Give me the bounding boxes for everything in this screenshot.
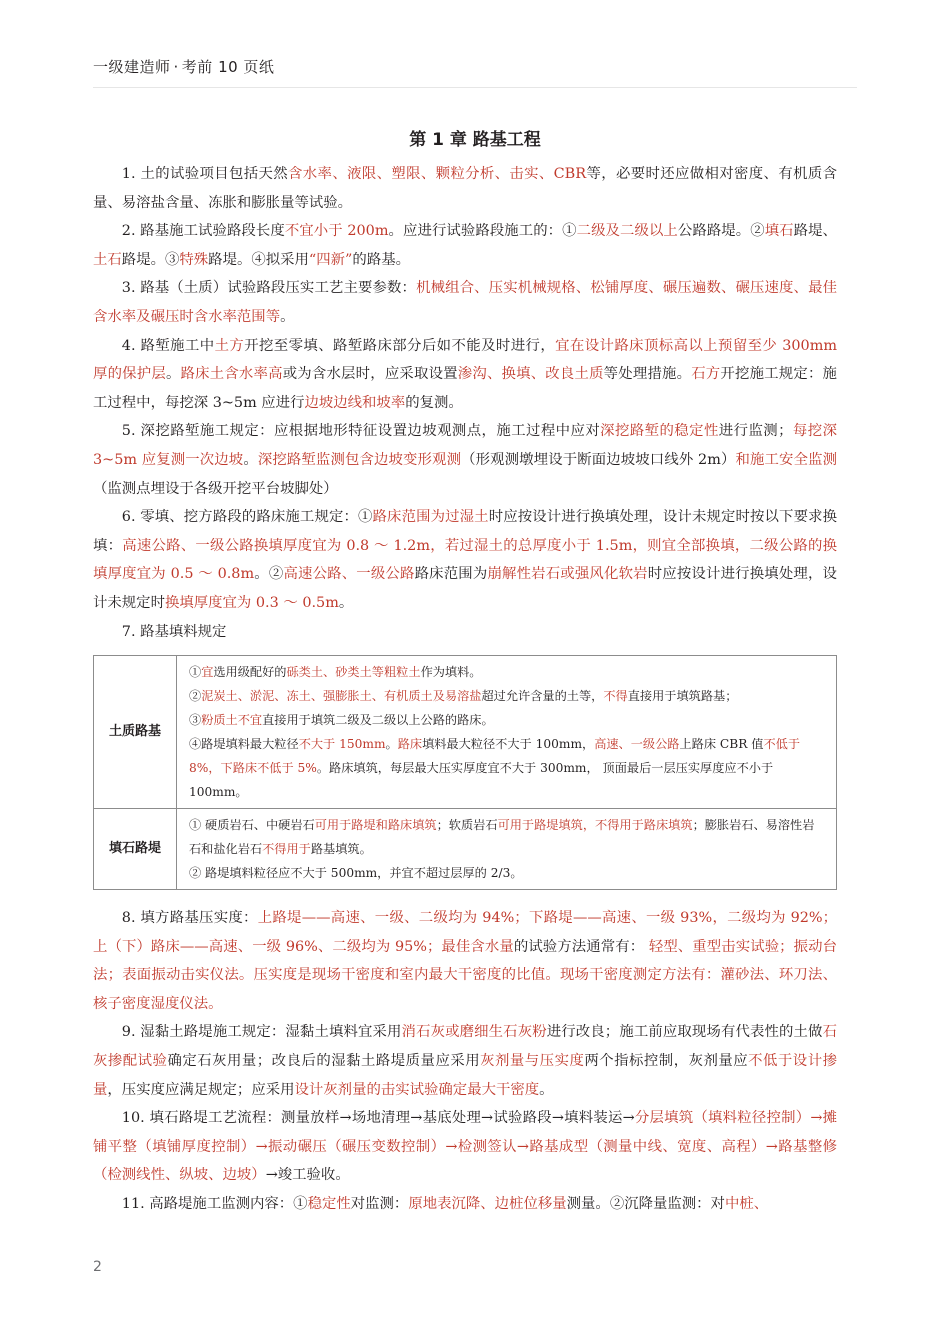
table-row-header: 填石路堤 [94, 809, 177, 890]
highlighted-text: 不低于 8%，下路床不低于 5% [189, 737, 801, 776]
body-text: 8. 填方路基压实度： [121, 910, 258, 927]
body-text: ④路堤填料最大粒径 [189, 737, 299, 752]
highlighted-text: 不低于设计掺量 [93, 1053, 837, 1098]
numbered-paragraph [93, 1190, 837, 1219]
body-text: 。 [338, 594, 354, 611]
numbered-paragraph [93, 217, 837, 274]
body-text: 上路床 CBR 值 [679, 737, 764, 752]
body-text: 。 [539, 1081, 554, 1098]
header-rule [93, 87, 857, 88]
body-text: 路堤、 [793, 223, 837, 240]
body-text: 。路床填筑，每层最大压实厚度宜不大于 300mm， 顶面最后一层压实厚度应不小于 100mm。 [189, 761, 774, 800]
table-row-content [177, 809, 837, 890]
table-line [189, 684, 824, 708]
highlighted-text: 分层填筑（填料粒径控制）→摊铺平整（填铺厚度控制）→振动碾压（碾压变数控制）→检测签认→路基成型（测量中线、宽度、高程）→路基整修（检测线性、纵坡、边坡） [93, 1110, 837, 1184]
highlighted-text: 高速公路、一级公路 [283, 566, 415, 583]
highlighted-text: 设计灰剂量的击实试验确定最大干密度 [294, 1081, 540, 1098]
body-text: 测量。②沉降量监测：对 [566, 1196, 725, 1213]
highlighted-text: “四新” [308, 251, 353, 268]
highlighted-text: 石灰掺配试验 [93, 1024, 837, 1070]
highlighted-text: 不得用于 [262, 842, 311, 857]
body-text: 或为含水层时，应采取设置 [282, 366, 458, 383]
body-text: （形观测墩埋设于断面边坡坡口线外 2m） [461, 451, 736, 468]
body-text: 3. 路基（土质）试验路段压实工艺主要参数： [121, 280, 417, 297]
header-separator: · [173, 58, 179, 76]
page-header [93, 56, 274, 77]
body-text: （监测点埋设于各级开挖平台坡脚处） [93, 480, 338, 497]
body-text: 路堤。④拟采用 [208, 251, 309, 268]
body-text: 等处理措施。 [603, 366, 692, 383]
highlighted-text: 换填厚度宜为 0.3 ～ 0.5m [164, 594, 339, 611]
body-text: 的试验方法通常有： [513, 938, 649, 955]
body-text: 等，必要时还应做相对密度、有机质含量、易溶盐含量、冻胀和膨胀量等试验。 [93, 166, 837, 211]
body-text: ，压实度应满足规定；应采用 [107, 1081, 295, 1098]
numbered-paragraph [93, 503, 837, 617]
highlighted-text: 原地表沉降、边桩位移量 [408, 1196, 567, 1213]
highlighted-text: 不得 [603, 689, 628, 704]
body-text: ；软质岩石 [436, 818, 498, 833]
highlighted-text: 边坡边线和坡率 [304, 394, 406, 411]
body-text: 4. 路堑施工中 [121, 337, 215, 354]
body-text: 超过允许含量的土等， [481, 689, 604, 704]
body-text: 。 [280, 308, 295, 325]
highlighted-text: 每挖深 3~5m 应复测一次边坡 [93, 423, 837, 468]
table-row-content [177, 656, 837, 809]
highlighted-text: 特殊 [179, 251, 209, 268]
highlighted-text: 高速公路、一级公路换填厚度宜为 0.8 ～ 1.2m，若过湿土的总厚度小于 1.5m，则宜全部换填，二级公路的换填厚度宜为 0.5 ～ 0.8m [93, 537, 837, 583]
highlighted-text: 灰剂量与压实度 [480, 1053, 585, 1070]
highlighted-text: 砾类土、砂类土等粗粒土 [286, 665, 421, 680]
body-text: 6. 零填、挖方路段的路床施工规定：① [121, 509, 373, 526]
highlighted-text: 填石 [764, 223, 794, 240]
highlighted-text: 深挖路堑的稳定性 [600, 423, 719, 440]
body-text: 11. 高路堤施工监测内容：① [121, 1196, 308, 1213]
body-text: 7. 路基填料规定 [121, 623, 227, 640]
body-text: ① 硬质岩石、中硬岩石 [189, 818, 315, 833]
highlighted-text: 消石灰或磨细生石灰粉 [401, 1024, 547, 1041]
paragraphs-before-table [93, 160, 837, 646]
body-text: 填料最大粒径不大于 100mm， [422, 737, 595, 752]
table-line [189, 813, 824, 861]
body-text: 直接用于填筑路基； [627, 689, 738, 704]
body-text: 开挖至零填、路堑路床部分后如不能及时进行， [244, 337, 556, 354]
body-text: 确定石灰用量；改良后的湿黏土路堤质量应采用 [167, 1053, 481, 1070]
body-text: 9. 湿黏土路堤施工规定：湿黏土填料宜采用 [121, 1024, 402, 1041]
body-text: 路堤。③ [121, 251, 180, 268]
table-line [189, 732, 824, 804]
table-line [189, 861, 824, 885]
body-text: 作为填料。 [420, 665, 482, 680]
body-text: 时应按设计进行换填处理，设计未规定时 [93, 566, 837, 611]
body-text: 。 [243, 451, 258, 468]
fill-material-table [93, 655, 837, 890]
numbered-paragraph [93, 274, 837, 331]
body-text: 两个指标控制，灰剂量应 [584, 1053, 749, 1070]
body-text: ；膨胀岩石、易溶性岩石和盐化岩石 [189, 818, 815, 857]
header-subtitle: 考前 10 页纸 [181, 58, 275, 76]
body-text: 的复测。 [405, 394, 463, 411]
numbered-paragraph [93, 160, 837, 217]
table-line [189, 660, 824, 684]
highlighted-text: 中桩、 [724, 1196, 769, 1213]
body-text: 路床范围为 [414, 566, 488, 583]
body-text: ③ [189, 713, 202, 728]
fill-material-table-wrapper [93, 655, 837, 890]
highlighted-text: 可用于路堤填筑，不得用于路床填筑 [497, 818, 693, 833]
highlighted-text: 含水率、液限、塑限、颗粒分析、击实、CBR [288, 166, 587, 182]
highlighted-text: 土石 [93, 251, 122, 268]
highlighted-text: 深挖路堑监测包含边坡变形观测 [257, 451, 462, 468]
table-row [94, 656, 837, 809]
highlighted-text: 不大于 150mm [298, 737, 386, 752]
highlighted-text: 渗沟、换填、改良土质 [457, 366, 604, 383]
numbered-paragraph [93, 1018, 837, 1104]
highlighted-text: 路床 [397, 737, 423, 752]
highlighted-text: 机械组合、压实机械规格、松铺厚度、碾压遍数、碾压速度、最佳含水率及碾压时含水率范围等 [93, 280, 837, 325]
body-text: ① [189, 665, 202, 680]
highlighted-text: 宜在设计路床顶标高以上预留至少 300mm 厚的保护层 [93, 337, 837, 383]
body-text: 公路路堤。② [677, 223, 765, 240]
body-text: 。应进行试验路段施工的：① [388, 223, 577, 240]
highlighted-text: 可用于路堤和路床填筑 [314, 818, 437, 833]
highlighted-text: 路床范围为过湿土 [372, 509, 489, 526]
highlighted-text: 上路堤——高速、一级、二级均为 94%；下路堤——高速、一级 93%，二级均为 92%；上（下）路床——高速、一级 96%、二级均为 95%；最佳含水量 [93, 910, 837, 955]
table-row [94, 809, 837, 890]
numbered-paragraph [93, 332, 837, 418]
body-text: 5. 深挖路堑施工规定：应根据地形特征设置边坡观测点，施工过程中应对 [121, 423, 601, 440]
highlighted-text: 不宜小于 200m [284, 223, 389, 240]
table-line [189, 708, 824, 732]
highlighted-text: 轻型、重型击实试验；振动台法；表面振动击实仪法。压实度是现场干密度和室内最大干密度的比值。现场干密度测定方法有：灌砂法、环刀法、核子密度湿度仪法。 [93, 938, 838, 1012]
body-text: 1. 土的试验项目包括天然 [121, 166, 289, 182]
body-text: 。 [385, 737, 398, 752]
body-text: 对监测： [350, 1196, 409, 1213]
numbered-paragraph [93, 1104, 837, 1190]
document-body [93, 160, 837, 1219]
body-text: ② [189, 689, 202, 704]
highlighted-text: 稳定性 [307, 1196, 351, 1213]
body-text: 。 [165, 366, 181, 383]
body-text: →竣工验收。 [265, 1167, 350, 1184]
header-book-title: 一级建造师 [93, 58, 171, 76]
body-text: 的路基。 [352, 251, 410, 268]
body-text: 。② [254, 566, 284, 583]
body-text: 直接用于填筑二级及二级以上公路的路床。 [262, 713, 494, 728]
body-text: 进行监测； [718, 423, 793, 440]
table-row-header: 土质路基 [94, 656, 177, 809]
body-text: 2. 路基施工试验路段长度 [121, 223, 285, 240]
numbered-paragraph [93, 904, 837, 1018]
highlighted-text: 泥炭土、淤泥、冻土、强膨胀土、有机质土及易溶盐 [201, 689, 482, 704]
chapter-title: 第 1 章 路基工程 [409, 130, 541, 150]
body-text: ② 路堤填料粒径应不大于 500mm，并宜不超过层厚的 2/3。 [189, 866, 523, 881]
highlighted-text: 崩解性岩石或强风化软岩 [487, 566, 648, 583]
highlighted-text: 粉质土不宜 [201, 713, 263, 728]
body-text: 开挖施工规定：施工过程中，每挖深 3~5m 应进行 [93, 366, 837, 411]
highlighted-text: 宜 [201, 665, 214, 680]
body-text: 10. 填石路堤工艺流程：测量放样→场地清理→基底处理→试验路段→填料装运→ [121, 1110, 635, 1127]
highlighted-text: 高速、一级公路 [594, 737, 680, 752]
numbered-paragraph [93, 417, 837, 503]
highlighted-text: 石方 [691, 366, 721, 383]
body-text: 进行改良；施工前应取现场有代表性的土做 [546, 1024, 823, 1041]
body-text: 选用级配好的 [213, 665, 287, 680]
highlighted-text: 二级及二级以上 [576, 223, 678, 240]
highlighted-text: 土方 [214, 337, 245, 354]
page-number: 2 [93, 1259, 102, 1275]
body-text: 路基填筑。 [310, 842, 372, 857]
paragraphs-after-table [93, 904, 837, 1219]
body-text: 时应按设计进行换填处理，设计未规定时按以下要求换填： [93, 509, 837, 554]
highlighted-text: 路床土含水率高 [180, 366, 283, 383]
highlighted-text: 和施工安全监测 [735, 451, 837, 468]
numbered-paragraph [93, 618, 837, 647]
